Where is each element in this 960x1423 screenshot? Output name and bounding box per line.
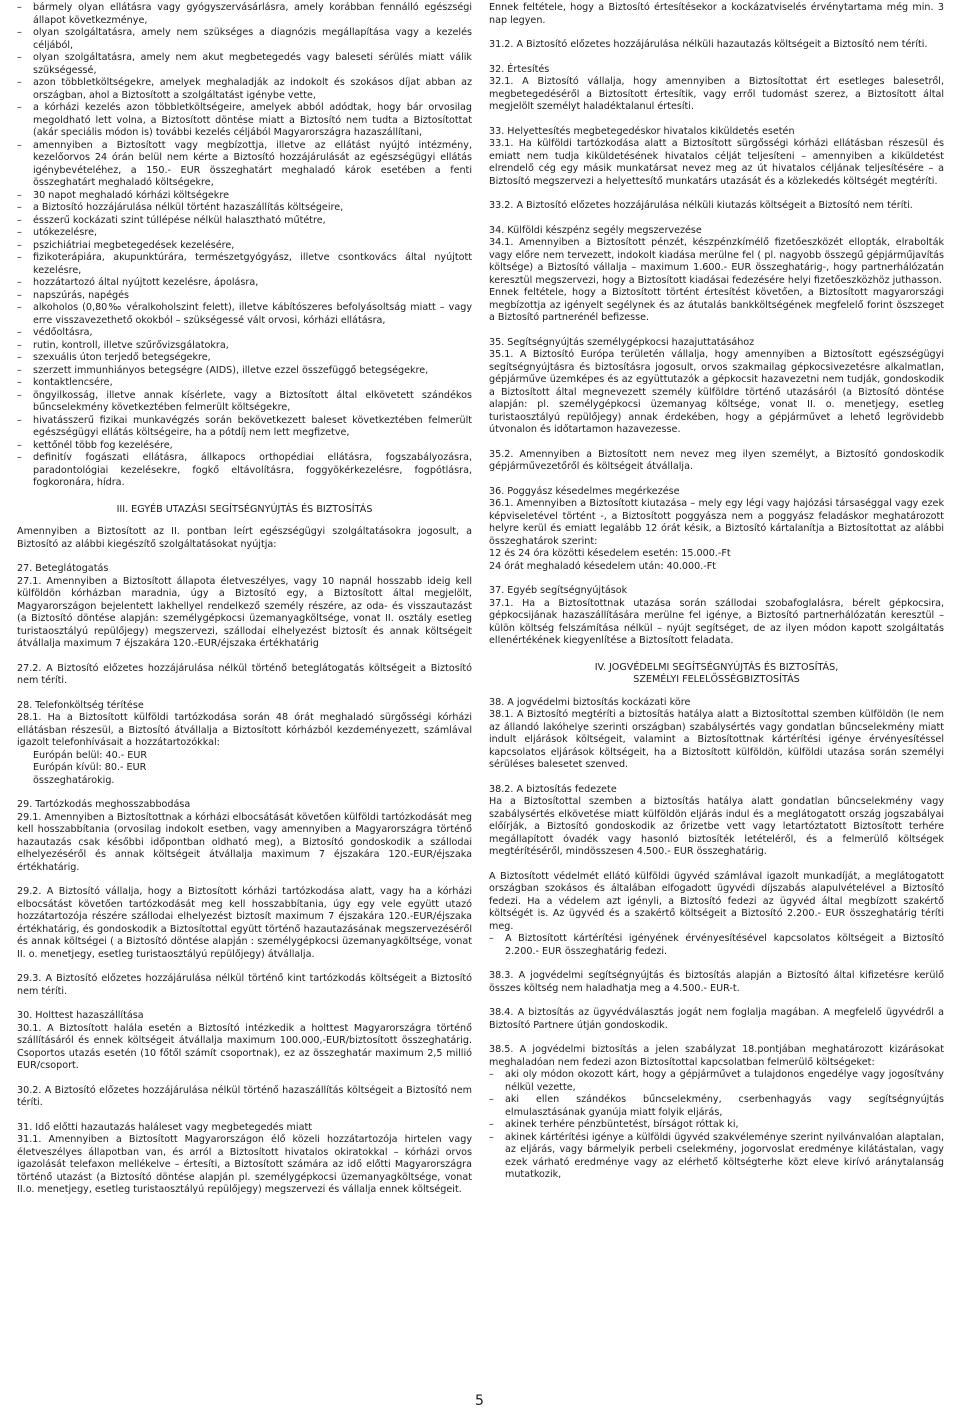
list-item: – rutin, kontroll, illetve szűrővizsgálatokra, [17, 340, 472, 353]
paragraph: 34.1. Amennyiben a Biztosított pénzét, készpénzkímélő fizetőeszközét ellopták, elrabolták vagy előre nem tervezett, indokolt kiadása merülne fel ( pl. nagyobb összegű gépjárműjavítás költsége) a Biztosító vállalja – maximum 1.600.- EUR összeghatárig-, hogy partnerhálózatán keresztül megszervezi, hogy a Biztosított kiadásai fedezésére helyi fizetőeszközhöz juthasson. [489, 237, 944, 286]
heading: 29. Tartózkodás meghosszabbodása [17, 799, 191, 810]
paragraph: 33.2. A Biztosító előzetes hozzájárulása nélküli kiutazás költségeit a Biztosító nem téríti. [489, 200, 913, 211]
paragraph: 38.4. A biztosítás az ügyvédválasztás jogát nem foglalja magában. A megfelelő ügyvédről a Biztosító Partnere útján gondoskodik. [489, 1007, 944, 1031]
delay-line: 12 és 24 óra közötti késedelem esetén: 15.000.-Ft [489, 548, 731, 559]
section-title: III. EGYÉB UTAZÁSI SEGÍTSÉGNYÚJTÁS ÉS BIZTOSÍTÁS [116, 503, 373, 515]
list-item: – olyan szolgáltatásra, amely nem akut megbetegedés vagy baleseti sérülés miatt válik szükségessé, [17, 52, 472, 77]
list-item: – akinek kártérítési igénye a külföldi ügyvéd szakvéleménye szerint nyilvánvalóan alaptalan, az eljárás, vagy bármelyik perbeli cselekmény, jogorvoslat eredménye kilátástalan, vagy ezek várható eredménye vagy az elérhető költségterhe közt eleve kirívó aránytalanság mutatkozik, [489, 1132, 944, 1182]
list-item: – a Biztosító hozzájárulása nélkül történt hazaszállítás költségeire, [17, 202, 472, 215]
subheading: 38.2. A biztosítás fedezete [489, 783, 617, 795]
heading: 36. Poggyász késedelmes megérkezése [489, 485, 680, 497]
paragraph: 37.1. Ha a Biztosítottnak utazása során szállodai szobafoglalásra, bérelt gépkocsira, gépkocsijának hazaszállítására merülne fel igénye, a Biztosító partnerhálózatán keresztül – külön költség felszámítása nélkül – nyújt segítséget, de az ilyen módon kapott szolgáltatás ellenértékének kiegyenlítése a Biztosított feladata. [489, 597, 944, 646]
paragraph: 29.1. Amennyiben a Biztosítottnak a kórházi elbocsátását követően külföldi tartózkodását meg kell hosszabbítania (orvosilag indokolt esetben, vagy amennyiben a Magyarországra történő hazautazás csak későbbi időpontban oldható meg), a Biztosító gondoskodik a szállodai elhelyezéséről és annak költségeit átvállalja maximum 7 éjszakára 120.-EUR/éjszaka értékhatárig. [17, 811, 473, 873]
heading: 34. Külföldi készpénz segély megszervezése [489, 224, 702, 236]
list-item: – olyan szolgáltatásra, amely nem szükséges a diagnózis megállapítása vagy a kezelés céljából, [17, 27, 472, 52]
list-item: – ésszerű kockázati szint túllépése nélkül halasztható műtétre, [17, 215, 472, 228]
paragraph: 38.1. A Biztosító megtéríti a biztosítás hatálya alatt a Biztosítottal szemben külföldön (le nem az állandó lakóhelye szerinti országban) szabálysértés vagy gondatlan bűncselekmény miatt indult eljárások költségeit, valamint a Biztosítottnak kártérítési igénye érvényesítéssel kapcsolatos eljárások költségeit, ha a Biztosított külföldön, külföldi utazása során személyi sérüléses balesetet szenved. [489, 709, 944, 770]
paragraph: 35.1. A Biztosító Európa területén vállalja, hogy amennyiben a Biztosított egészségügyi segítségnyújtásra és biztosításra jogosult, orvos szakmailag gépkocsivezetésre alkalmatlan, gépjárműve üzemképes és az együttutazók a gépkocsit hazavezetni nem tudják, gondoskodik a Biztosított által megnevezett személy külföldre történő utazásáról (a Biztosító döntése alapján: pl. személygépkocsi üzemanyag költsége, vonat II. o. menetjegy, esetleg turistaosztályú repülőjegy) annak érdekében, hogy a gépjárművet a lehető legrövidebb útvonalon és időtartamon hazavezesse. [489, 349, 944, 435]
heading: 31. Idő előtti hazautazás haláleset vagy megbetegedés miatt [17, 1121, 312, 1133]
delay-line: 24 órát meghaladó késedelem után: 40.000.-Ft [489, 560, 717, 572]
list-item: – akinek terhére pénzbüntetést, bírságot róttak ki, [489, 1119, 944, 1132]
paragraph: A Biztosított védelmét ellátó külföldi ügyvéd számlával igazolt munkadíját, a meglátogatott országban szokásos és általában elfogadott ügyvédi díjszabás alapulvételével a Biztosító fedezi. Ha a védelem azt igényli, a Biztosító fedezi az ügyvéd által megbízott szakértő költségét is. Az ügyvéd és a szakértő költségeit a Biztosító 2.200.- EUR összeghatárig téríti meg. [489, 870, 944, 932]
heading: 38. A jogvédelmi biztosítás kockázati köre [489, 696, 691, 708]
paragraph: 29.3. A Biztosító előzetes hozzájárulása nélkül történő kint tartózkodás költségeit a Biztosító nem téríti. [17, 973, 472, 997]
list-item: – utókezelésre, [17, 227, 472, 240]
page-number: 5 [475, 1393, 484, 1409]
list-item: – 30 napot meghaladó kórházi költségekre [17, 190, 472, 203]
list-item: – öngyilkosság, illetve annak kísérlete, vagy a Biztosított által elkövetett szándékos bűncselekmény következtében felmerült költségekre, [17, 390, 472, 415]
paragraph: 28.1. Ha a Biztosított külföldi tartózkodása során 48 órát meghaladó sürgősségi kórházi ellátásban részesül, a Biztosító átvállalja a Biztosított kórházból kezdeményezett, számlával igazolt telefonhívásait a hozzátartozókkal: [17, 712, 472, 748]
paragraph: 31.2. A Biztosító előzetes hozzájárulása nélküli hazautazás költségeit a Biztosító nem téríti. [489, 39, 928, 50]
heading: 33. Helyettesítés megbetegedéskor hivatalos kiküldetés esetén [489, 125, 795, 137]
heading: 28. Telefonköltség térítése [17, 699, 144, 711]
paragraph: 32.1. A Biztosító vállalja, hogy amennyiben a Biztosítottat ért esetleges balesetről, megbetegedéséről a Biztosított értesítik, vagy erről tudomást szerez, a Biztosított által megjelölt személyt haladéktalanul értesíti. [489, 76, 944, 112]
heading: 37. Egyéb segítségnyújtások [489, 585, 628, 596]
list-item: – fizikoterápiára, akupunktúrára, természetgyógyász, illetve csontkovács által nyújtott kezelésre, [17, 252, 472, 277]
paragraph: 30.2. A Biztosító előzetes hozzájárulása nélkül történő hazaszállítás költségeit a Biztosító nem téríti. [17, 1084, 472, 1108]
list-item: – azon többletköltségekre, amelyek meghaladják az indokolt és szokásos díjat abban az országban, ahol a Biztosított a szolgáltatást igénybe vette, [17, 77, 472, 102]
paragraph: 27.2. A Biztosító előzetes hozzájárulása nélkül történő beteglátogatás költségeit a Biztosító nem téríti. [17, 662, 472, 686]
section-title-line: IV. JOGVÉDELMI SEGÍTSÉGNYÚJTÁS ÉS BIZTOSÍTÁS, [594, 661, 839, 673]
amount-line: Európán belül: 40.- EUR [33, 749, 148, 761]
paragraph: Ha a Biztosítottal szemben a biztosítás hatálya alatt gondatlan bűncselekmény vagy szabálysértés elkövetése miatt külföldön eljárás indul és a meglátogatott ország jogszabályai előírják, a Biztosító gondoskodik az őrizetbe vett vagy letartóztatott Biztosított terhére megállapított óvadék vagy hasonló biztosíték letételéről, és a felmerülő költségek megtérítéséről, mindösszesen 4.500.- EUR összeghatárig. [489, 796, 944, 857]
paragraph: Ennek feltétele, hogy a Biztosító értesítésekor a kockázatviselés érvénytartama még min. 3 nap legyen. [489, 2, 944, 26]
paragraph: 31.1. Amennyiben a Biztosított Magyarországon élő közeli hozzátartozója hirtelen vagy életveszélyes állapotban van, és arról a Biztosított hivatalos okiratokkal – kórházi orvos igazolását telefaxon mellékelve – értesíti, a Biztosított számára az idő előtti Magyarországra történő utazást (a Biztosító döntése alapján pl. személygépkocsi üzemanyagköltsége, vonat II.o. menetjegy, esetleg turistaosztályú repülőjegy) megszervezi és vállalja ennek költségeit. [17, 1134, 472, 1195]
paragraph: 30.1. A Biztosított halála esetén a Biztosító intézkedik a holttest Magyarországra történő szállításáról és ennek költségeit átvállalja maximum 100.000,-EUR/biztosított összeghatárig. Csoportos utazás esetén (10 főtől számít csoportnak), ez az összeghatár maximum 2,5 millió EUR/csoport. [17, 1022, 472, 1071]
heading: 30. Holttest hazaszállítása [17, 1010, 144, 1021]
list-item: – hivatásszerű fizikai munkavégzés során bekövetkezett baleset következtében felmerült egészségügyi ellátás költségeire, ha a pótdíj nem lett megfizetve, [17, 415, 472, 440]
list-item: – aki ellen szándékos bűncselekmény, cserbenhagyás vagy segítségnyújtás elmulasztásának gyanúja miatt folyik eljárás, [489, 1094, 944, 1119]
list-item: – napszúrás, napégés [17, 290, 472, 303]
list-item: – védőoltásra, [17, 327, 472, 340]
left-column [17, 2, 472, 1197]
list-item: – alkoholos (0,80‰ véralkoholszint felett), illetve kábítószeres befolyásoltság miatt – vagy erre visszavezethető okokból – szükségessé vált orvosi, kórházi ellátásra, [17, 302, 472, 327]
list-item: – pszichiátriai megbetegedések kezelésére, [17, 240, 472, 253]
list-item: – amennyiben a Biztosított vagy megbízottja, illetve az ellátást nyújtó intézmény, kezelőorvos 24 órán belül nem kérte a Biztosító hozzájárulását az egészségügyi ellátás igénybevételéhez, a 150.- EUR összeghatárt meghaladó károk esetében a fenti összeghatárt meghaladó költségekre, [17, 140, 472, 190]
list-item: – a kórházi kezelés azon többletköltségeire, amelyek abból adódtak, hogy bár orvosilag megoldható lett volna, a Biztosított döntése miatt a Biztosító nem tudta a Biztosítottat (akár speciális módon is) további kezelés céljából Magyarországra hazaszállítani, [17, 102, 472, 140]
list-item: – hozzátartozó által nyújtott kezelésre, ápolásra, [17, 277, 472, 290]
right-column [489, 2, 944, 1182]
heading: 35. Segítségnyújtás személygépkocsi hazajuttatásához [489, 336, 755, 348]
paragraph: 35.2. Amennyiben a Biztosított nem nevez meg ilyen személyt, a Biztosító gondoskodik gépjárművezetőről és költségeit átvállalja. [489, 448, 944, 472]
paragraph: 38.3. A jogvédelmi segítségnyújtás és biztosítás alapján a Biztosító által kifizetésre kerülő összes költség nem haladhatja meg a 4.500.- EUR-t. [489, 970, 944, 994]
list-item: – szexuális úton terjedő betegségekre, [17, 352, 472, 365]
list-item: – szerzett immunhiányos betegségre (AIDS), illetve ezzel összefüggő betegségekre, [17, 365, 472, 378]
list-item: – aki oly módon okozott kárt, hogy a gépjárművet a tulajdonos engedélye vagy jogosítvány nélkül vezette, [489, 1069, 944, 1094]
paragraph: 27.1. Amennyiben a Biztosított állapota életveszélyes, vagy 10 napnál hosszabb ideig kell külföldön kórházban maradnia, úgy a Biztosító egy, a Biztosított által megjelölt, Magyarországon bejelentett lakhellyel rendelkező személy részére, az oda- és visszautazást (a Biztosító döntése alapján: személygépkocsi üzemanyagköltsége, vonat II. osztály esetleg turistaosztályú repülőjegy) megszervezi, szállodai elhelyezést biztosít és annak költségeit átvállalja maximum 7 éjszakára 120.-EUR/éjszaka értékhatárig [17, 575, 472, 649]
paragraph: 38.5. A jogvédelmi biztosítás a jelen szabályzat 18.pontjában meghatározott kizárásokat meghaladóan nem fedezi azon Biztosítottal kapcsolatban felmerülő költségeket: [489, 1044, 944, 1068]
exclusion-list-38 [489, 1069, 944, 1182]
amount-line: összeghatárokig. [33, 774, 115, 786]
list-item: – kontaktlencsére, [17, 377, 472, 390]
paragraph: 36.1. Amennyiben a Biztosított kiutazása – mely egy légi vagy hajózási társaséggal vagy ezek képviseletével történt -, a Biztosított poggyásza nem a poggyász feladáskor meghatározott helyre kerül és emiatt legalább 12 órát késik, a Biztosító kártalanítja a Biztosítottat az alábbi összeghatárok szerint: [489, 498, 944, 547]
list-item: – definitív fogászati ellátásra, állkapocs orthopédiai ellátásra, fogszabályozásra, paradontológiai kezelésekre, fogkő eltávolításra, foggyökérkezelésre, fogpótlásra, fogkoronára, hídra. [17, 452, 472, 490]
paragraph: 33.1. Ha külföldi tartózkodása alatt a Biztosított sürgősségi kórházi ellátásban részesül és emiatt nem tudja kiküldetésének hivatalos célját teljesíteni – amennyiben a kiküldetést elrendelő cég egy másik munkatársat nevez meg az út hivatalos céljának teljesítésére – a Biztosító megszervezi a helyettesítő munkatárs utazását és a közlekedés költségét megtéríti. [489, 138, 944, 187]
heading: 27. Beteglátogatás [17, 563, 109, 574]
list-item: – kettőnél több fog kezelésére, [17, 440, 472, 453]
list-item: – A Biztosított kártérítési igényének érvényesítésével kapcsolatos költségeit a Biztosító 2.200.- EUR összeghatárig fedezi. [489, 933, 944, 958]
list-item: – bármely olyan ellátásra vagy gyógyszervásárlásra, amely korábban fennálló egészségi állapot következménye, [17, 2, 472, 27]
section-title [489, 662, 944, 687]
section-intro: Amennyiben a Biztosított az II. pontban leírt egészségügyi szolgáltatásokra jogosult, a Biztosító az alábbi kiegészítő szolgáltatásokat nyújtja: [17, 526, 472, 550]
paragraph: 29.2. A Biztosító vállalja, hogy a Biztosított kórházi tartózkodása alatt, vagy ha a kórházi elbocsátást követően tartózkodását meg kell hosszabbítania, úgy egy vele együtt utazó hozzátartozója részére szállodai elhelyezést biztosít maximum 7 éjszakára 120.-EUR/éjszaka értékhatárig, és gondoskodik a Biztosítottal együtt történő hazautazásának megszervezéséről és annak költségei ( a Biztosító döntése alapján : személygépkocsi üzemanyagköltsége, vonat II. o. menetjegy, esetleg turistaosztályú repülőjegy) átvállalja. [17, 886, 472, 960]
paragraph: Ennek feltétele, hogy a Biztosított történt értesítést követően, a Biztosított magyarországi megbízottja az igényelt segélynek és az átutalás bankköltségének megfelelő forint öszszeget a Biztosító partnerénél befizesse. [489, 287, 944, 323]
amount-line: Európán kívül: 80.- EUR [33, 762, 147, 773]
exclusion-list [17, 2, 472, 490]
heading: 32. Értesítés [489, 63, 550, 75]
section-title-line: SZEMÉLYI FELELŐSSÉGBIZTOSÍTÁS [633, 674, 800, 685]
